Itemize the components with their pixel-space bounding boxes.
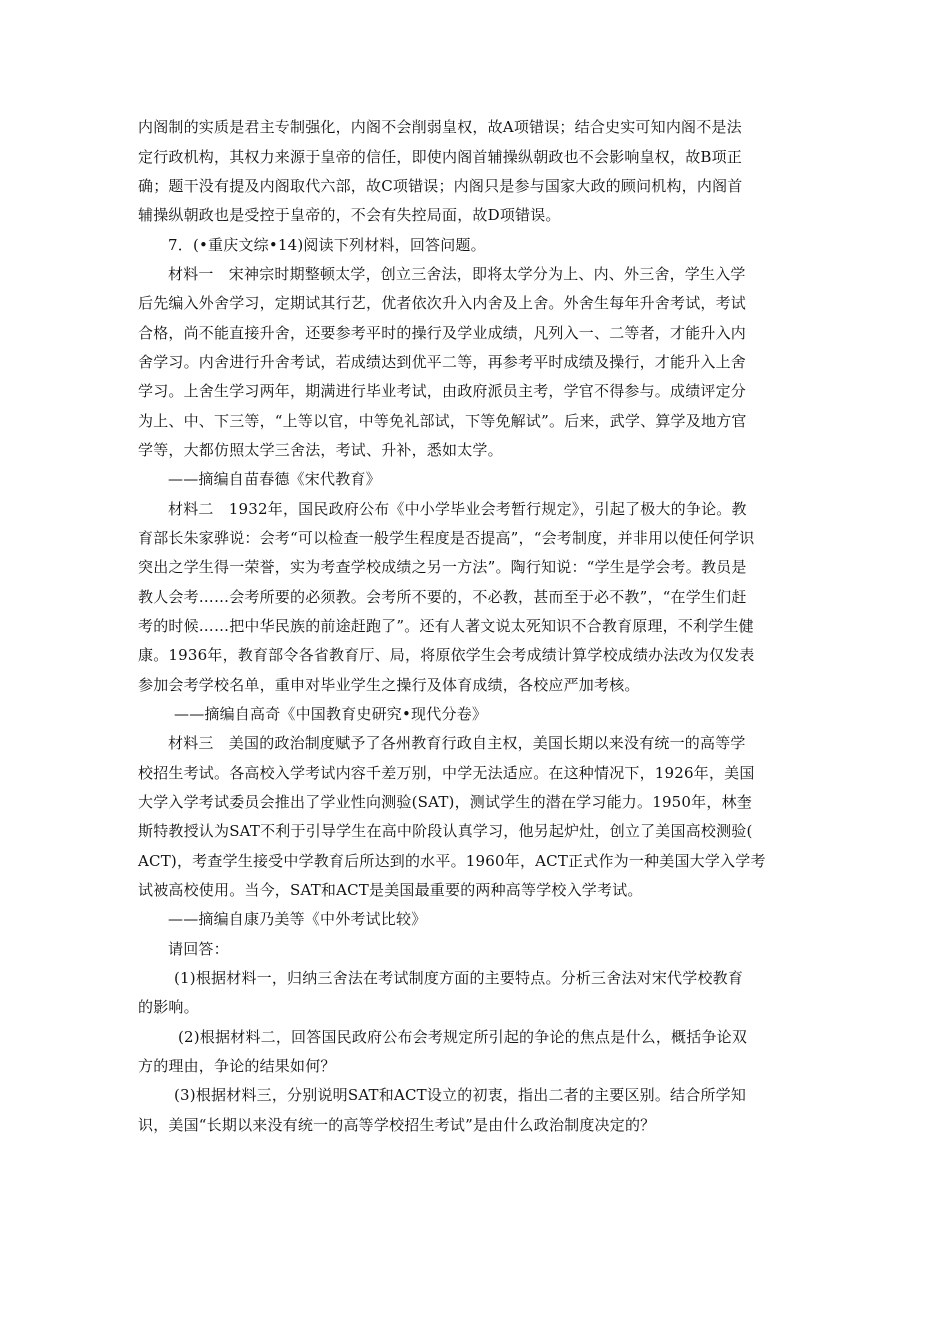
material1-line-5: 学习。上舍生学习两年，期满进行毕业考试，由政府派员主考，学官不得参与。成绩评定分: [138, 382, 747, 400]
answer-line-3: 确；题干没有提及内阁取代六部，故C项错误；内阁只是参与国家大政的顾问机构，内阁首: [138, 177, 743, 195]
material2-line-5: 考的时候……把中华民族的前途赶跑了”。还有人著文说太死知识不合教育原理，不利学生健: [138, 617, 754, 635]
material3-line-1: 材料三 美国的政治制度赋予了各州教育行政自主权，美国长期以来没有统一的高等学: [168, 734, 746, 752]
material1-line-6: 为上、中、下三等，“上等以官，中等免礼部试，下等免解试”。后来，武学、算学及地方官: [138, 412, 747, 430]
material3-source: ——摘编自康乃美等《中外考试比较》: [168, 910, 427, 928]
question-heading: 7．(•重庆文综•14)阅读下列材料，回答问题。: [168, 236, 486, 254]
subquestion-1-line-1: (1)根据材料一，归纳三舍法在考试制度方面的主要特点。分析三舍法对宋代学校教育: [174, 969, 744, 987]
material1-line-7: 学等，大都仿照太学三舍法，考试、升补，悉如太学。: [138, 441, 503, 459]
subquestion-1-line-2: 的影响。: [138, 998, 199, 1016]
material1-line-4: 舍学习。内舍进行升舍考试，若成绩达到优平二等，再参考平时成绩及操行，才能升入上舍: [138, 353, 747, 371]
subquestion-2-line-2: 方的理由，争论的结果如何？: [138, 1057, 336, 1075]
material1-source: ——摘编自苗春德《宋代教育》: [168, 470, 381, 488]
material2-line-6: 康。1936年，教育部令各省教育厅、局，将原依学生会考成绩计算学校成绩办法改为仅发表: [138, 646, 755, 664]
answer-line-1: 内阁制的实质是君主专制强化，内阁不会削弱皇权，故A项错误；结合史实可知内阁不是法: [138, 118, 742, 136]
subquestion-2-line-1: (2)根据材料二，回答国民政府公布会考规定所引起的争论的焦点是什么，概括争论双: [178, 1028, 748, 1046]
material2-line-1: 材料二 1932年，国民政府公布《中小学毕业会考暂行规定》，引起了极大的争论。教: [168, 500, 747, 518]
subquestion-3-line-1: (3)根据材料三，分别说明SAT和ACT设立的初衷，指出二者的主要区别。结合所学知: [174, 1086, 747, 1104]
material2-line-2: 育部长朱家骅说：会考“可以检查一般学生程度是否提高”，“会考制度，并非用以使任何学识: [138, 529, 755, 547]
material3-line-4: 斯特教授认为SAT不利于引导学生在高中阶段认真学习，他另起炉灶，创立了美国高校测验(: [138, 822, 753, 840]
answer-line-4: 辅操纵朝政也是受控于皇帝的，不会有失控局面，故D项错误。: [138, 206, 561, 224]
material2-line-3: 突出之学生得一荣誉，实为考查学校成绩之另一方法”。陶行知说：“学生是学会考。教员是: [138, 558, 747, 576]
material3-line-3: 大学入学考试委员会推出了学业性向测验(SAT)，测试学生的潜在学习能力。1950年，林奎: [138, 793, 752, 811]
material2-source: ——摘编自高奇《中国教育史研究•现代分卷》: [174, 705, 488, 723]
answer-line-2: 定行政机构，其权力来源于皇帝的信任，即使内阁首辅操纵朝政也不会影响皇权，故B项正: [138, 148, 743, 166]
material2-line-4: 教人会考……会考所要的必须教。会考所不要的，不必教，甚而至于必不教”，“在学生们赶: [138, 588, 747, 606]
material3-line-2: 校招生考试。各高校入学考试内容千差万别，中学无法适应。在这种情况下，1926年，美国: [138, 764, 755, 782]
material1-line-3: 合格，尚不能直接升舍，还要参考平时的操行及学业成绩，凡列入一、二等者，才能升入内: [138, 324, 747, 342]
material2-line-7: 参加会考学校名单，重申对毕业学生之操行及体育成绩，各校应严加考核。: [138, 676, 640, 694]
material3-line-6: 试被高校使用。当今，SAT和ACT是美国最重要的两种高等学校入学考试。: [138, 881, 643, 899]
subquestion-3-line-2: 识，美国“长期以来没有统一的高等学校招生考试”是由什么政治制度决定的？: [138, 1116, 656, 1134]
answer-prompt: 请回答：: [168, 940, 229, 958]
material1-line-2: 后先编入外舍学习，定期试其行艺，优者依次升入内舍及上舍。外舍生每年升舍考试，考试: [138, 294, 747, 312]
material1-line-1: 材料一 宋神宗时期整顿太学，创立三舍法，即将太学分为上、内、外三舍，学生入学: [168, 265, 746, 283]
material3-line-5: ACT)，考查学生接受中学教育后所达到的水平。1960年，ACT正式作为一种美国大学入学考: [138, 852, 766, 870]
